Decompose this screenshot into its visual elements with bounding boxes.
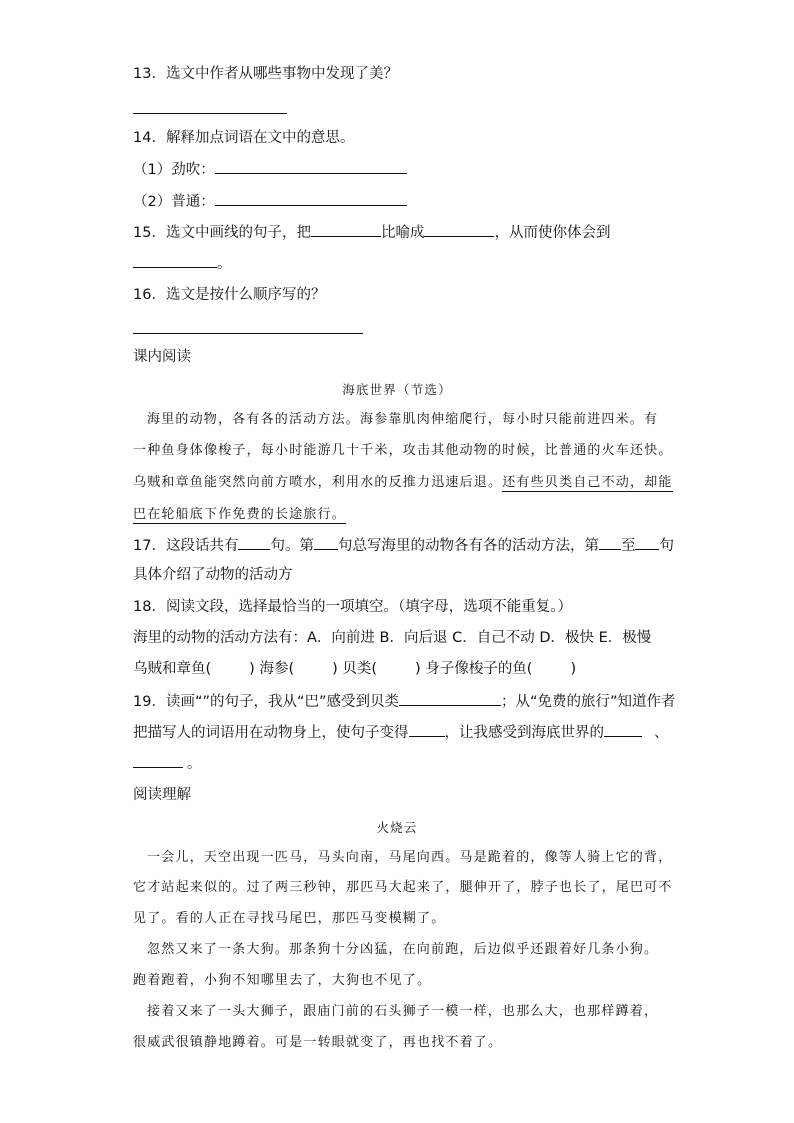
text: 17．这段话共有 (133, 538, 239, 554)
question-19-end (133, 753, 202, 774)
underlined-sentence: 巴在轮船底下作免费的长途旅行。 (133, 507, 347, 522)
text: 句 (659, 538, 674, 554)
item-label: （2）普通： (133, 194, 215, 210)
answer-blank[interactable] (604, 722, 642, 737)
text: 。 (217, 256, 232, 272)
question-14-item-2 (133, 191, 407, 212)
text: 、 (654, 725, 669, 741)
passage-2-title: 火烧云 (376, 820, 418, 835)
question-17 (133, 535, 674, 556)
text: 至 (620, 538, 636, 554)
passage-2-line-4: 忽然又来了一条大狗。那条狗十分凶猛，在向前跑，后边似乎还跟着好几条小狗。 (147, 942, 659, 957)
item-text: ) 海参( (249, 661, 295, 677)
text: 15．选文中画线的句子，把 (133, 225, 311, 241)
question-13 (133, 64, 398, 84)
answer-blank[interactable] (311, 222, 381, 237)
answer-line-13[interactable] (133, 113, 287, 114)
answer-blank[interactable] (424, 222, 494, 237)
passage-2-line-1: 一会儿，天空出现一匹马，马头向南，马尾向西。马是跪着的，像等人骑上它的背， (147, 850, 673, 865)
answer-blank[interactable] (314, 535, 338, 550)
text: 句总写海里的动物各有各的活动方法，第 (337, 538, 599, 554)
answer-blank[interactable] (215, 191, 407, 206)
question-15-cont (133, 253, 232, 274)
passage-2-line-3: 见了。看的人正在寻找马尾巴，那匹马变模糊了。 (133, 911, 446, 926)
question-15 (133, 222, 610, 243)
underlined-sentence: 还有些贝类自己不动，却能 (502, 475, 673, 490)
passage-1-line-2: 一种鱼身体像梭子，每小时能游几十千米，攻击其他动物的时候，比普通的火车还快。 (133, 443, 673, 458)
question-18-options: 海里的动物的活动方法有：A．向前进 B．向后退 C．自己不动 D．极快 E．极慢 (133, 630, 652, 646)
question-14-item-1 (133, 159, 407, 180)
section-label-2 (133, 785, 191, 805)
item-text: 乌贼和章鱼( (133, 661, 212, 677)
passage-1-line-1: 海里的动物，各有各的活动方法。海参靠肌肉伸缩爬行，每小时只能前进四米。有 (147, 412, 659, 427)
text: 句。第 (270, 538, 314, 554)
answer-line-16[interactable] (133, 333, 363, 334)
question-17-cont: 具体介绍了动物的活动方 (133, 567, 293, 583)
question-19-cont (133, 722, 669, 743)
text: ，让我感受到海底世界的 (444, 725, 604, 741)
answer-blank[interactable] (409, 722, 445, 737)
section-label: 阅读理解 (133, 787, 191, 803)
answer-blank[interactable] (133, 253, 217, 268)
text: 。 (187, 756, 202, 772)
section-label-1 (133, 347, 191, 367)
answer-blank[interactable] (399, 691, 501, 706)
question-14 (133, 128, 354, 148)
question-13-prompt: 13．选文中作者从哪些事物中发现了美？ (133, 66, 398, 82)
passage-1-title: 海底世界（节选） (342, 382, 452, 397)
passage-2-line-5: 跑着跑着，小狗不知哪里去了，大狗也不见了。 (133, 973, 432, 988)
text: 比喻成 (380, 225, 425, 241)
answer-blank[interactable] (133, 753, 183, 768)
item-text: ) 身子像梭子的鱼( (415, 661, 533, 677)
question-14-prompt: 14．解释加点词语在文中的意思。 (133, 130, 355, 146)
question-16 (133, 285, 325, 305)
question-16-prompt: 16．选文是按什么顺序写的？ (133, 287, 326, 303)
passage-1-line-3 (133, 473, 673, 493)
question-18-items (133, 659, 576, 679)
section-label: 课内阅读 (133, 349, 191, 365)
answer-blank[interactable] (599, 535, 621, 550)
answer-blank[interactable] (215, 159, 407, 174)
question-19 (133, 691, 676, 712)
text: 19．读画“”的句子，我从“巴”感受到贝类 (133, 694, 399, 710)
text: 乌贼和章鱼能突然向前方喷水，利用水的反推力迅速后退。 (133, 475, 503, 490)
passage-2-line-2: 它才站起来似的。过了两三秒钟，那匹马大起来了，腿伸开了，脖子也长了，尾巴可不 (133, 880, 673, 895)
text: ；从“免费的旅行”知道作者 (501, 694, 676, 710)
answer-blank[interactable] (635, 535, 659, 550)
passage-2-line-6: 接着又来了一头大狮子，跟庙门前的石头狮子一模一样，也那么大，也那样蹲着， (147, 1004, 659, 1019)
text: ，从而使你体会到 (494, 225, 611, 241)
question-18: 18．阅读文段，选择最恰当的一项填空。（填字母，选项不能重复。） (133, 599, 572, 615)
text: 把描写人的词语用在动物身上，使句子变得 (133, 725, 409, 741)
passage-1-line-4 (133, 505, 346, 525)
item-label: （1）劲吹： (133, 162, 215, 178)
passage-2-line-7: 很威武很镇静地蹲着。可是一转眼就变了，再也找不着了。 (133, 1035, 503, 1050)
answer-blank[interactable] (238, 535, 270, 550)
item-text: ) 贝类( (332, 661, 378, 677)
item-text: ) (570, 661, 577, 677)
